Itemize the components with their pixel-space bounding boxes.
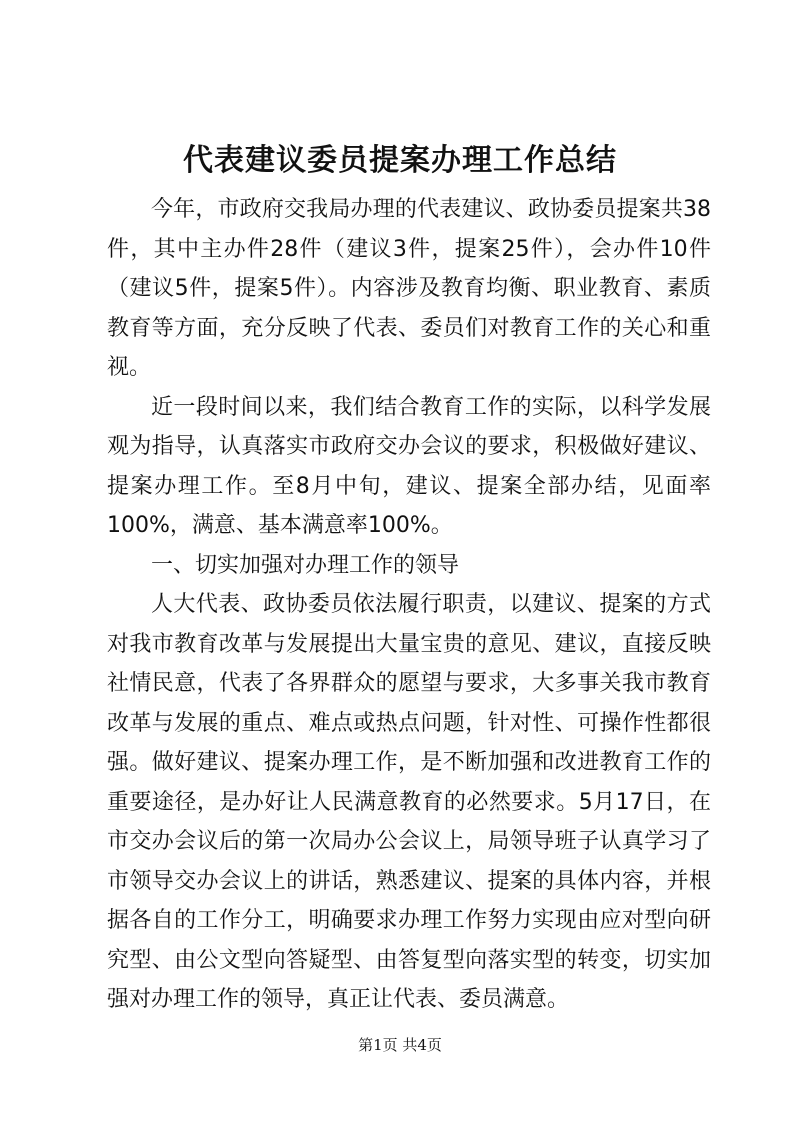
paragraph-leadership-detail: 人大代表、政协委员依法履行职责，以建议、提案的方式对我市教育改革与发展提出大量宝贵的意见、建议，直接反映社情民意，代表了各界群众的愿望与要求，大多事关我市教育改革与发展的重点、难点或热点问题，针对性、可操作性都很强。做好建议、提案办理工作，是不断加强和改进教育工作的重要途径，是办好让人民满意教育的必然要求。5月17日，在市交办会议后的第一次局办公会议上，局领导班子认真学习了市领导交办会议上的讲话，熟悉建议、提案的具体内容，并根据各自的工作分工，明确要求办理工作努力实现由应对型向研究型、由公文型向答疑型、由答复型向落实型的转变，切实加强对办理工作的领导，真正让代表、委员满意。 <box>107 592 711 1012</box>
section-heading-leadership: 一、切实加强对办理工作的领导 <box>151 552 460 578</box>
document-title: 代表建议委员提案办理工作总结 <box>183 143 617 178</box>
paragraph-progress: 近一段时间以来，我们结合教育工作的实际，以科学发展观为指导，认真落实市政府交办会议的要求，积极做好建议、提案办理工作。至8月中旬，建议、提案全部办结，见面率100%，满意、基本满意率100%。 <box>107 394 711 538</box>
document-body <box>107 190 711 1020</box>
page-footer: 第1页 共4页 <box>358 1036 442 1054</box>
paragraph-intro: 今年，市政府交我局办理的代表建议、政协委员提案共38件，其中主办件28件（建议3件，提案25件），会办件10件（建议5件，提案5件）。内容涉及教育均衡、职业教育、素质教育等方面，充分反映了代表、委员们对教育工作的关心和重视。 <box>107 197 711 380</box>
